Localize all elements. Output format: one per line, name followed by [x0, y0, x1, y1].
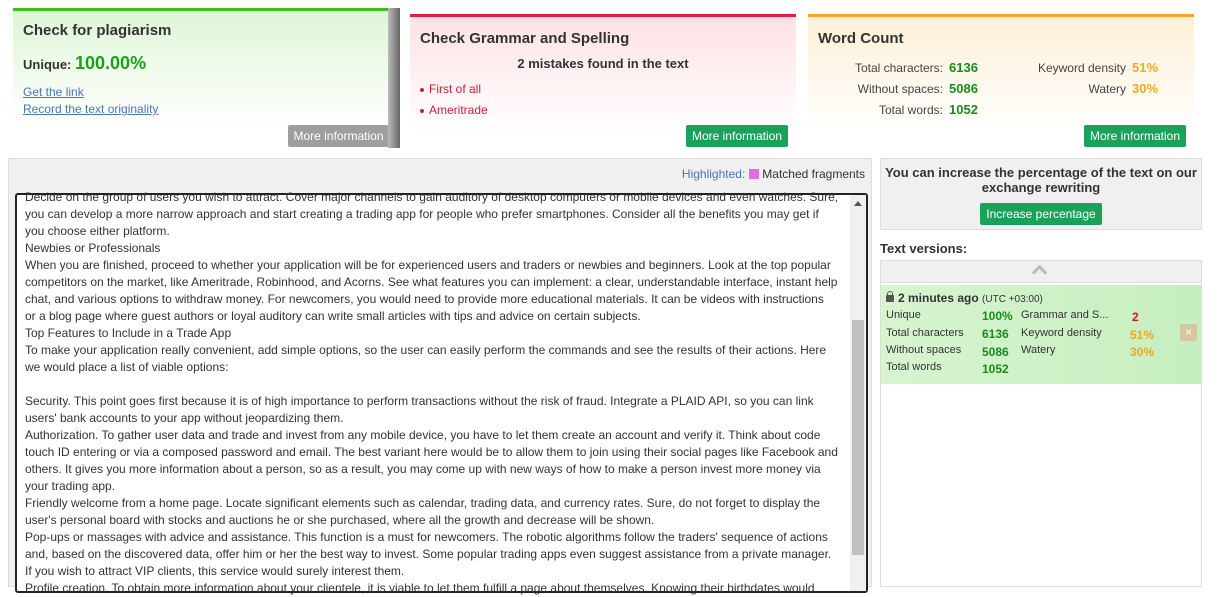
grammar-card [410, 14, 796, 148]
highlight-legend [682, 167, 865, 181]
highlight-swatch [749, 169, 759, 179]
highlight-legend-text: Matched fragments [762, 167, 865, 181]
version-total-words-value: 1052 [982, 362, 1009, 376]
version-grammar-label: Grammar and S... [1021, 309, 1109, 321]
grammar-mistake-item[interactable] [420, 82, 481, 96]
scroll-up-icon[interactable] [854, 201, 862, 206]
bullet-icon [420, 88, 424, 92]
versions-scroll-up[interactable] [881, 261, 1201, 283]
plagiarism-card [13, 8, 398, 148]
wc-total-words [848, 102, 978, 117]
highlight-label: Highlighted: [681, 167, 746, 181]
promo-text: You can increase the percentage of the text on our exchange rewriting [885, 165, 1197, 195]
version-keyword-value: 51% [1130, 328, 1155, 342]
grammar-title: Check Grammar and Spelling [420, 30, 630, 47]
wc-watery [1028, 81, 1158, 96]
chevron-up-icon [1032, 265, 1048, 281]
wc-keyword-density-label: Keyword density [1037, 61, 1126, 75]
wc-total-chars-label: Total characters: [854, 61, 943, 75]
unique-label-text: Unique: [23, 57, 72, 72]
card-divider [388, 8, 400, 148]
grammar-mistake-text: First of all [429, 82, 482, 96]
increase-percentage-button[interactable]: Increase percentage [980, 203, 1102, 225]
record-originality-link[interactable]: Record the text originality [23, 102, 159, 116]
word-count-title: Word Count [818, 30, 904, 47]
version-item[interactable] [881, 285, 1201, 384]
version-without-spaces-value: 5086 [982, 345, 1009, 359]
wc-total-words-label: Total words: [878, 103, 943, 117]
lock-icon [886, 295, 894, 302]
text-scrollbar[interactable] [850, 195, 866, 591]
version-header [886, 291, 1043, 305]
versions-list [880, 260, 1202, 587]
word-count-more-button[interactable]: More information [1084, 125, 1186, 147]
unique-label [23, 53, 146, 74]
promo-box [880, 158, 1202, 230]
text-panel [8, 158, 872, 595]
wc-total-chars-value: 6136 [949, 60, 978, 75]
wc-without-spaces-value: 5086 [949, 81, 978, 96]
wc-without-spaces-label: Without spaces: [857, 82, 943, 96]
version-total-words-label: Total words [886, 361, 942, 373]
grammar-more-button[interactable]: More information [686, 125, 788, 147]
grammar-mistake-item[interactable] [420, 103, 488, 117]
wc-total-words-value: 1052 [949, 102, 978, 117]
version-total-chars-value: 6136 [982, 327, 1009, 341]
wc-watery-label: Watery [1088, 82, 1126, 96]
unique-value: 100.00% [75, 53, 147, 73]
version-timezone: (UTC +03:00) [982, 294, 1043, 305]
plagiarism-title: Check for plagiarism [23, 22, 172, 39]
wc-total-chars [848, 60, 978, 75]
version-watery-label: Watery [1021, 344, 1056, 356]
version-grammar-value: 2 [1132, 310, 1139, 324]
wc-without-spaces [848, 81, 978, 96]
version-delete-icon[interactable]: × [1180, 324, 1197, 341]
version-time: 2 minutes ago [898, 291, 979, 305]
scroll-thumb[interactable] [852, 320, 864, 555]
text-body[interactable]: Decide on the group of users you wish to attract. Cover major channels to gain auditory of desktop computers or mobile devices and even watches. Sure, you can develop a more narrow approach and start creating a trading app for people who prefer smartphones. Consider all the benefits you may get if you choose either platform. Newbies or Professionals When you are finished, proceed to whether your application will be for experienced users and traders or newbies and beginners. Look at the top popular competitors on the market, like Ameritrade, Robinhood, and Acorns. See what features you can implement: a clear, understandable interface, instant help chat, and various options to withdraw money. For newcomers, you would need to provide more educational materials. It can be videos with instructions or a blog page where guest authors or loyal auditory can write small articles with tips and advice on certain subjects. Top Features to Include in a Trade App To make your application really convenient, add simple options, so the user can easily perform the commands and see the results of their actions. Here we would place a list of viable options: Security. This point goes first because it is of high importance to perform transactions without the risk of fraud. Integrate a PLAID API, so you can link users' bank accounts to your app without jeopardizing them. Authorization. To gather user data and trade and invest from any mobile device, you have to let them create an account and verify it. Think about code touch ID entering or via a composed password and email. The best variant here would be to allow them to join using their social pages like Facebook and others. It gives you more information about a person, so as a result, you may come up with new ways of how to make a person invest more money via your trading app. Friendly welcome from a home page. Locate significant elements such as calendar, trading data, and currency rates. Sure, do not forget to display the user's personal board with stocks and auctions he or she purchased, where all the growth and decrease will be shown. Pop-ups or massages with advice and assistance. This function is a must for newcomers. The robotic algorithms follow the traders' sequence of actions and, based on the discovered data, offer him or her the best way to invest. Some popular trading apps even suggest assistance from a private manager. If you wish to attract VIP clients, this service would surely interest them. Profile creation. To obtain more information about your clientele, it is viable to let them fulfill a page about themselves. Knowing their birthdates would [25, 190, 839, 595]
version-unique-value: 100% [982, 309, 1013, 323]
text-editor[interactable] [15, 190, 868, 595]
version-keyword-label: Keyword density [1021, 327, 1102, 339]
version-total-chars-label: Total characters [886, 327, 964, 339]
wc-keyword-density-value: 51% [1132, 60, 1159, 75]
version-unique-label: Unique [886, 309, 921, 321]
version-watery-value: 30% [1130, 345, 1155, 359]
grammar-mistake-text: Ameritrade [429, 103, 488, 117]
wc-watery-value: 30% [1132, 81, 1159, 96]
word-count-card [808, 14, 1194, 148]
get-link[interactable]: Get the link [23, 85, 84, 99]
plagiarism-more-button[interactable]: More information [288, 125, 389, 147]
bullet-icon [420, 109, 424, 113]
grammar-summary: 2 mistakes found in the text [517, 56, 689, 71]
version-without-spaces-label: Without spaces [886, 344, 962, 356]
wc-keyword-density [1028, 60, 1158, 75]
text-versions-title: Text versions: [880, 241, 968, 256]
